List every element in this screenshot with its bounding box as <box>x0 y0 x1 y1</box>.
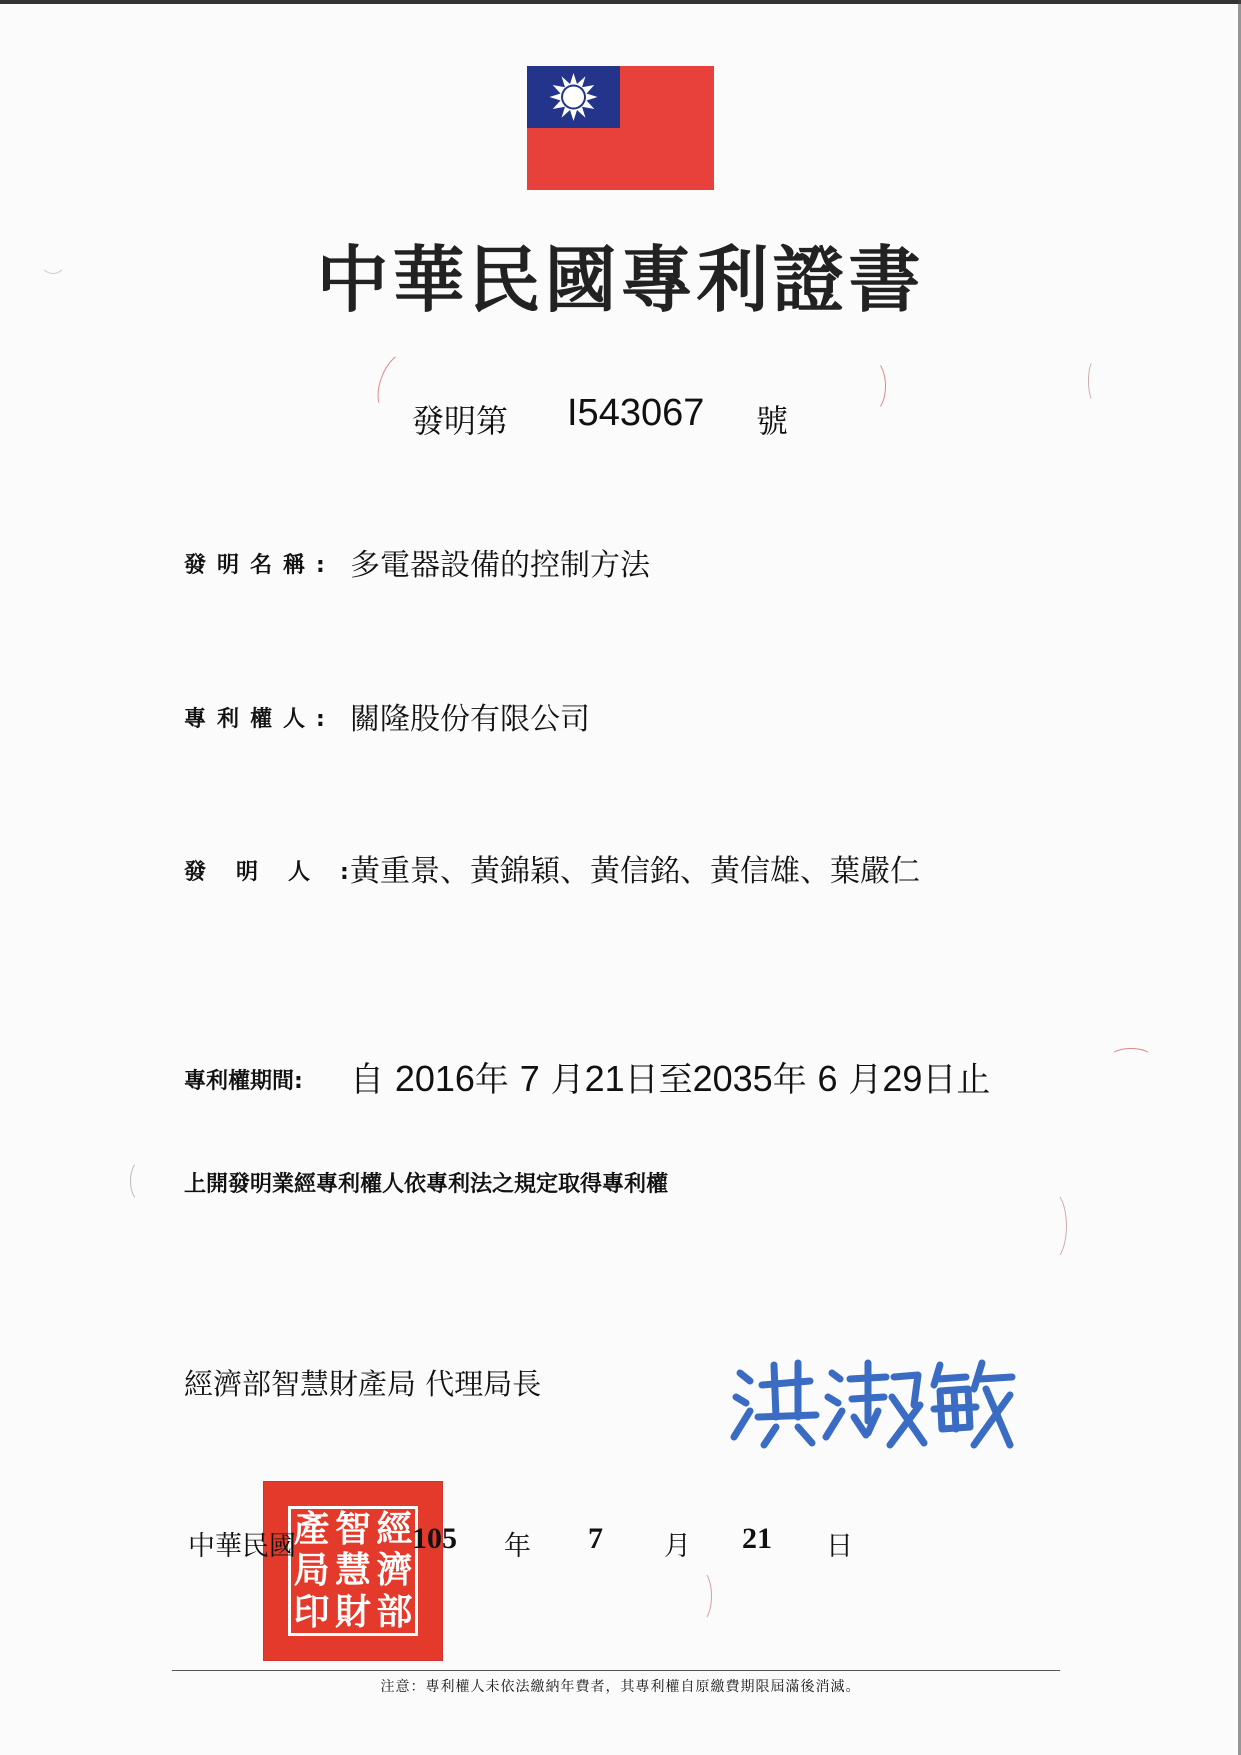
term-start-month: 7 <box>519 1058 540 1099</box>
term-start-day: 21 <box>584 1058 625 1099</box>
paper-fiber <box>130 1160 152 1202</box>
term-from: 自 <box>350 1060 384 1100</box>
issue-date-day-unit: 日 <box>826 1531 853 1562</box>
patent-number-prefix: 發明第 <box>412 402 509 440</box>
patent-term-label-text: 專利權期間 <box>184 1069 295 1094</box>
patentee-value: 關隆股份有限公司 <box>350 702 590 737</box>
inventors-label: 發明人: <box>184 860 349 885</box>
inventors-label-text: 發明人 <box>184 860 341 885</box>
inventors-value: 黃重景、黃錦穎、黃信銘、黃信雄、葉嚴仁 <box>350 854 920 889</box>
term-end-month: 6 <box>817 1058 838 1099</box>
patent-number-suffix: 號 <box>756 402 789 440</box>
term-day-unit-2: 日 <box>922 1060 957 1100</box>
issue-date-day: 21 <box>742 1522 772 1555</box>
patentee-label: 專利權人: <box>184 707 336 732</box>
paper-fiber <box>1110 1048 1152 1066</box>
paper-fiber <box>690 1570 712 1622</box>
patentee-label-text: 專利權人 <box>184 707 317 732</box>
invention-name-value: 多電器設備的控制方法 <box>350 548 650 583</box>
grant-statement: 上開發明業經專利權人依專利法之規定取得專利權 <box>184 1172 669 1197</box>
term-year-unit: 年 <box>474 1060 509 1100</box>
issue-date-era: 中華民國 <box>188 1531 296 1562</box>
term-start-year: 2016 <box>394 1058 475 1099</box>
footer-divider <box>172 1670 1060 1671</box>
paper-fiber <box>1035 1190 1067 1262</box>
footer-note: 注意：專利權人未依法繳納年費者，其專利權自原繳費期限屆滿後消滅。 <box>380 1679 861 1695</box>
seal-characters: 產 智 經 局 慧 濟 印 財 部 <box>288 1506 418 1636</box>
term-suffix: 止 <box>956 1060 991 1100</box>
term-month-unit-2: 月 <box>848 1060 883 1100</box>
official-seal <box>264 1482 442 1660</box>
paper-fiber <box>860 360 886 412</box>
issuing-office: 經濟部智慧財產局 代理局長 <box>184 1367 542 1401</box>
invention-name-label: 發明名稱: <box>184 553 336 578</box>
issue-date-month-unit: 月 <box>664 1531 691 1562</box>
patent-number: I543067 <box>567 392 705 434</box>
paper-fiber <box>1088 360 1100 402</box>
term-month-unit: 月 <box>550 1060 585 1100</box>
term-end-day: 29 <box>882 1058 923 1099</box>
invention-name-label-text: 發明名稱 <box>184 553 317 578</box>
patent-term-value <box>350 1052 990 1101</box>
issue-date-month: 7 <box>588 1522 603 1555</box>
issue-date-year: 105 <box>412 1522 457 1555</box>
term-end-year: 2035 <box>692 1058 773 1099</box>
term-year-unit-2: 年 <box>772 1060 807 1100</box>
director-signature <box>728 1345 1018 1455</box>
top-border <box>0 0 1241 4</box>
term-to: 至 <box>658 1060 693 1100</box>
patent-term-label: 專利權期間: <box>184 1069 303 1094</box>
national-flag-icon <box>527 66 714 190</box>
issue-date-year-unit: 年 <box>504 1531 531 1562</box>
certificate-title: 中華民國專利證書 <box>316 237 925 322</box>
term-day-unit: 日 <box>624 1060 659 1100</box>
